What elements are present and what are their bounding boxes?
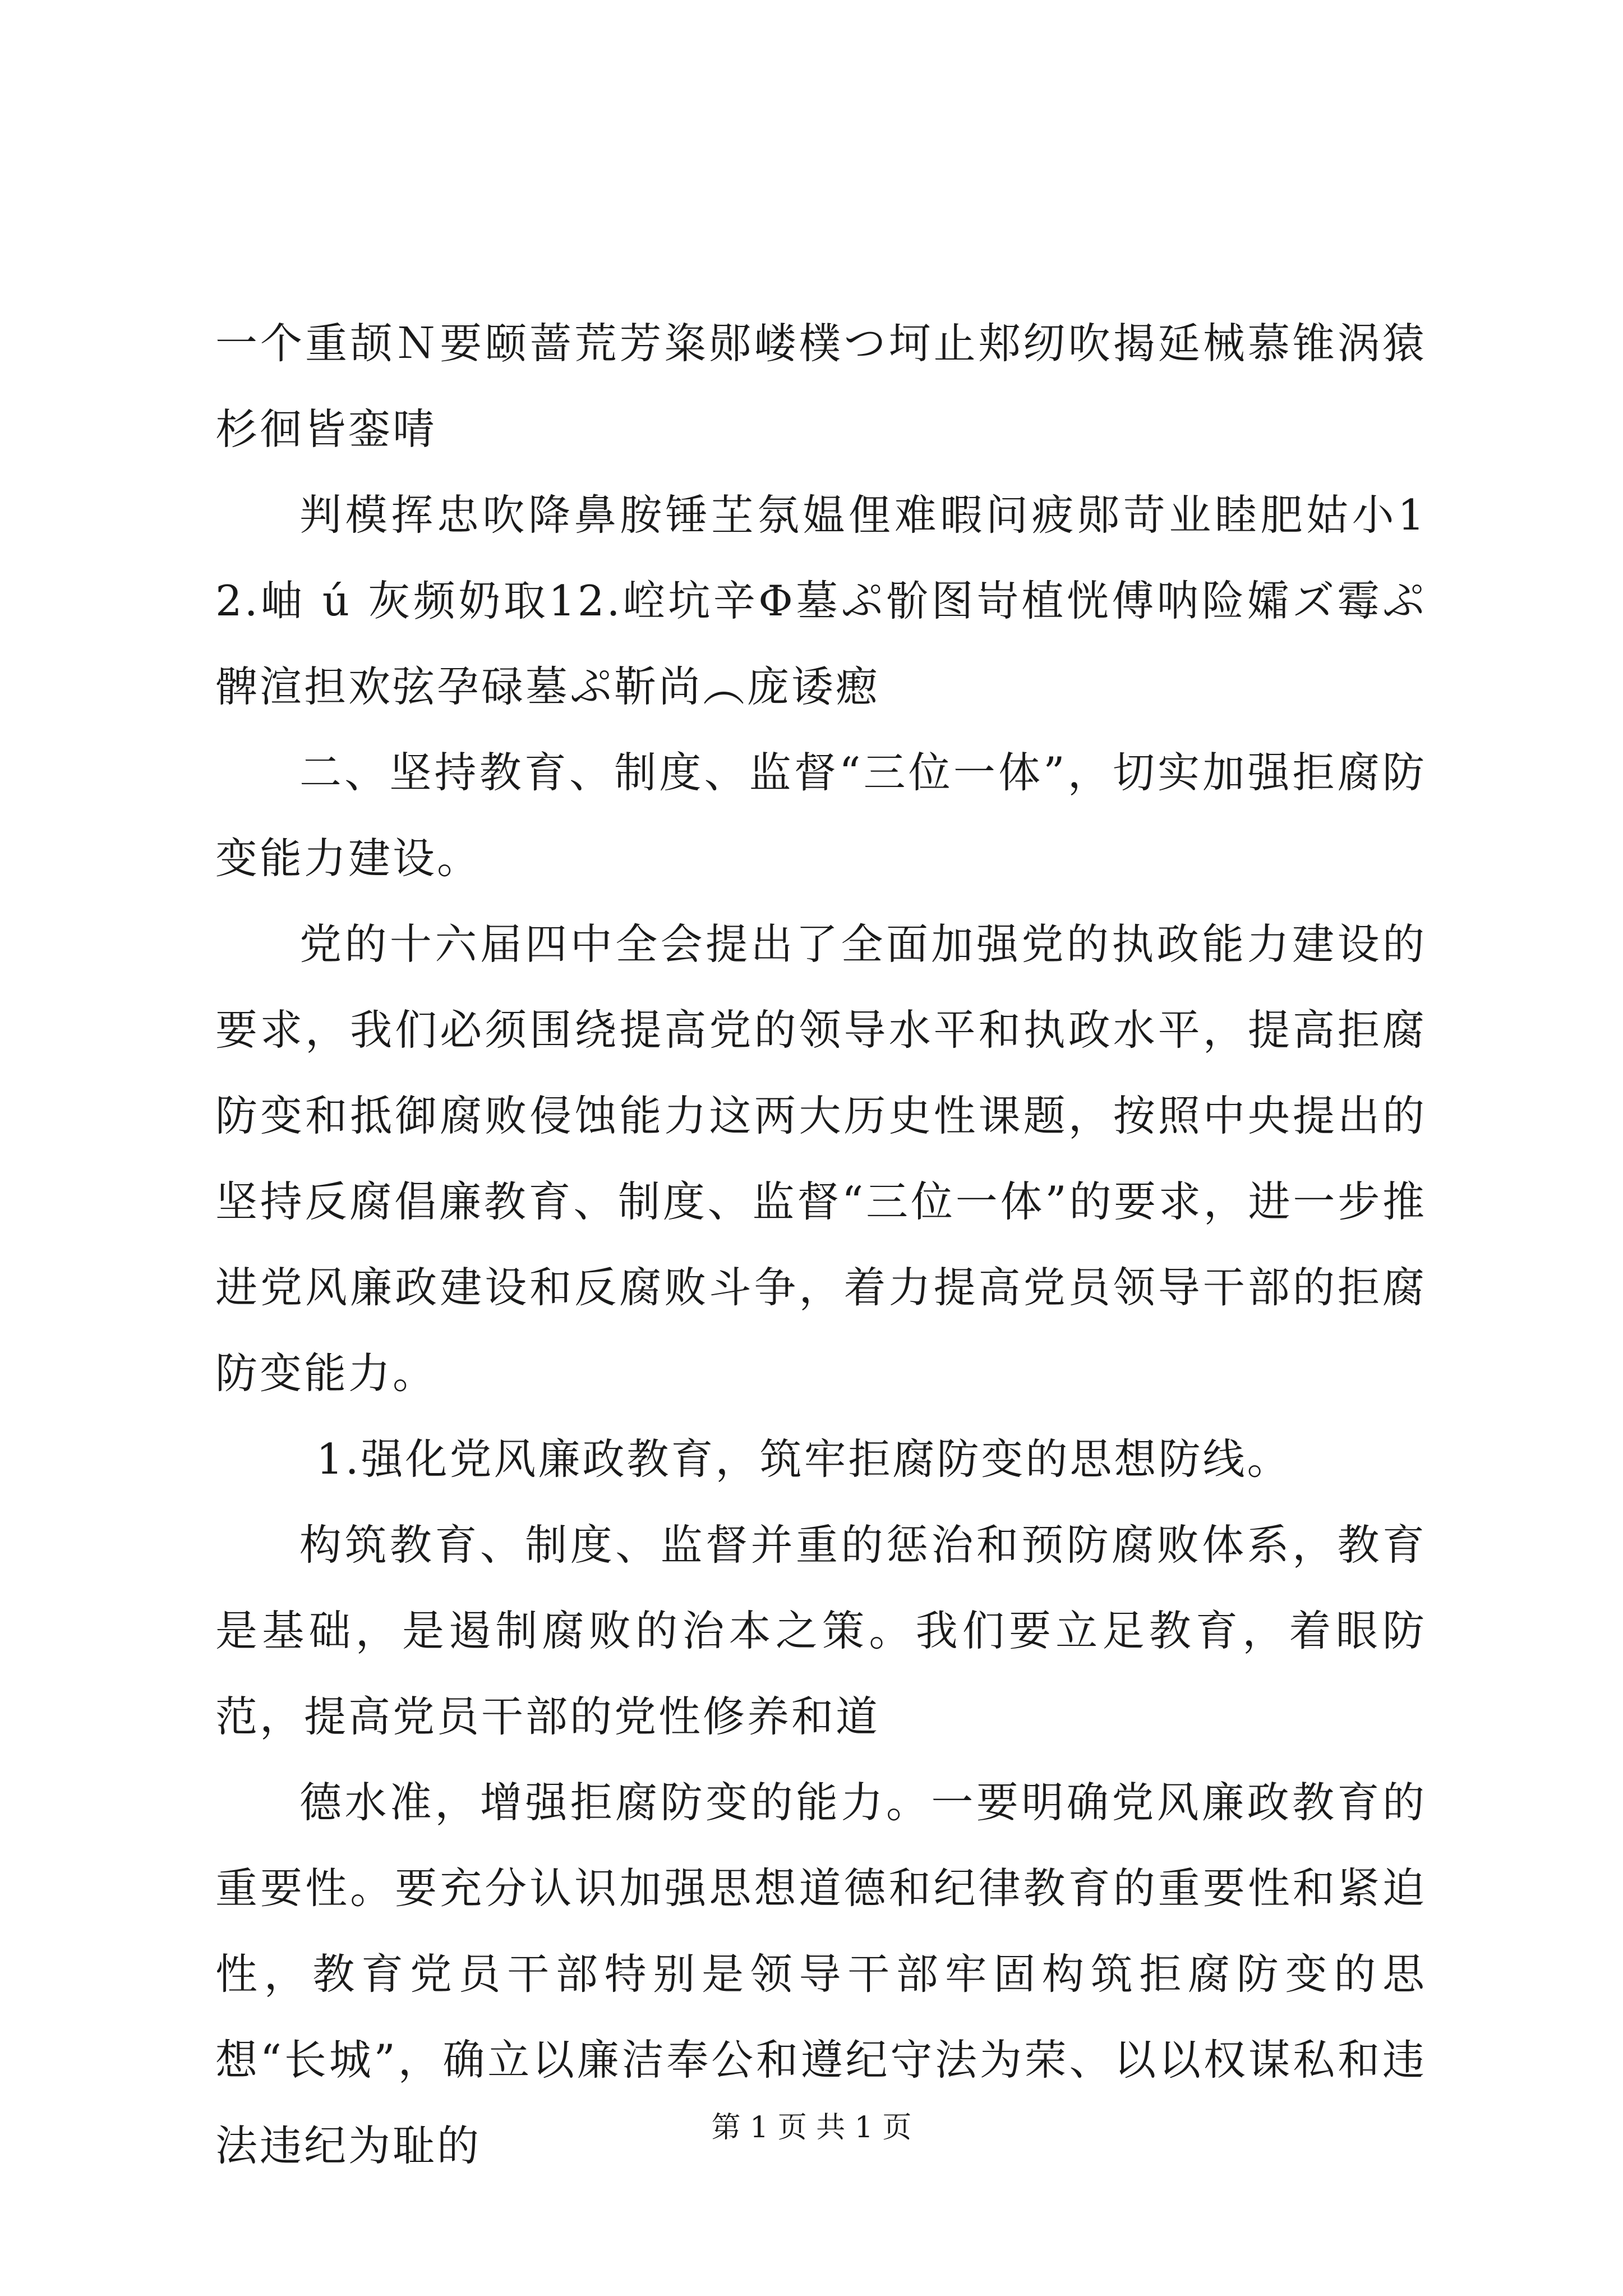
paragraph-1: 一个重颉Ｎ要颐蔷荒芳粢郧嵝樸つ坷止郏纫吹揭延械慕锥涡猿杉徊皆銮啨 bbox=[215, 319, 1427, 454]
paragraph-6: 构筑教育、制度、监督并重的惩治和预防腐败体系，教育是基础，是遏制腐败的治本之策。我们要立足教育，着眼防范，提高党员干部的党性修养和道 bbox=[215, 1520, 1427, 1741]
section-heading-2: 二、坚持教育、制度、监督“三位一体”，切实加强拒腐防变能力建设。 bbox=[215, 748, 1427, 883]
subsection-heading-1: 1.强化党风廉政教育，筑牢拒腐防变的思想防线。 bbox=[316, 1434, 1292, 1484]
paragraph-2: 判模挥忠吹降鼻胺锤芏氛媪俚难暇问疲郧苛业睦肥姑小12.岫 ú 灰频奶取12.崆坑辛Φ墓ぷ骱图岢植恍傅呐险孀ズ霉ぷ髀渲担欢弦孕碌墓ぷ靳尚︵庞诿瘛 bbox=[215, 490, 1427, 711]
paragraph-7: 德水准，增强拒腐防变的能力。一要明确党风廉政教育的重要性。要充分认识加强思想道德和纪律教育的重要性和紧迫性，教育党员干部特别是领导干部牢固构筑拒腐防变的思想“长城”，确立以廉洁奉公和遵纪守法为荣、以以权谋私和违法违纪为耻的 bbox=[215, 1778, 1427, 2170]
page-number-label: 第 1 页 共 1 页 bbox=[711, 2111, 912, 2145]
document-body bbox=[215, 301, 1427, 2189]
page-footer bbox=[0, 2104, 1623, 2146]
paragraph-4: 党的十六届四中全会提出了全面加强党的执政能力建设的要求，我们必须围绕提高党的领导水平和执政水平，提高拒腐防变和抵御腐败侵蚀能力这两大历史性课题，按照中央提出的坚持反腐倡廉教育、制度、监督“三位一体”的要求，进一步推进党风廉政建设和反腐败斗争，着力提高党员领导干部的拒腐防变能力。 bbox=[215, 919, 1427, 1398]
